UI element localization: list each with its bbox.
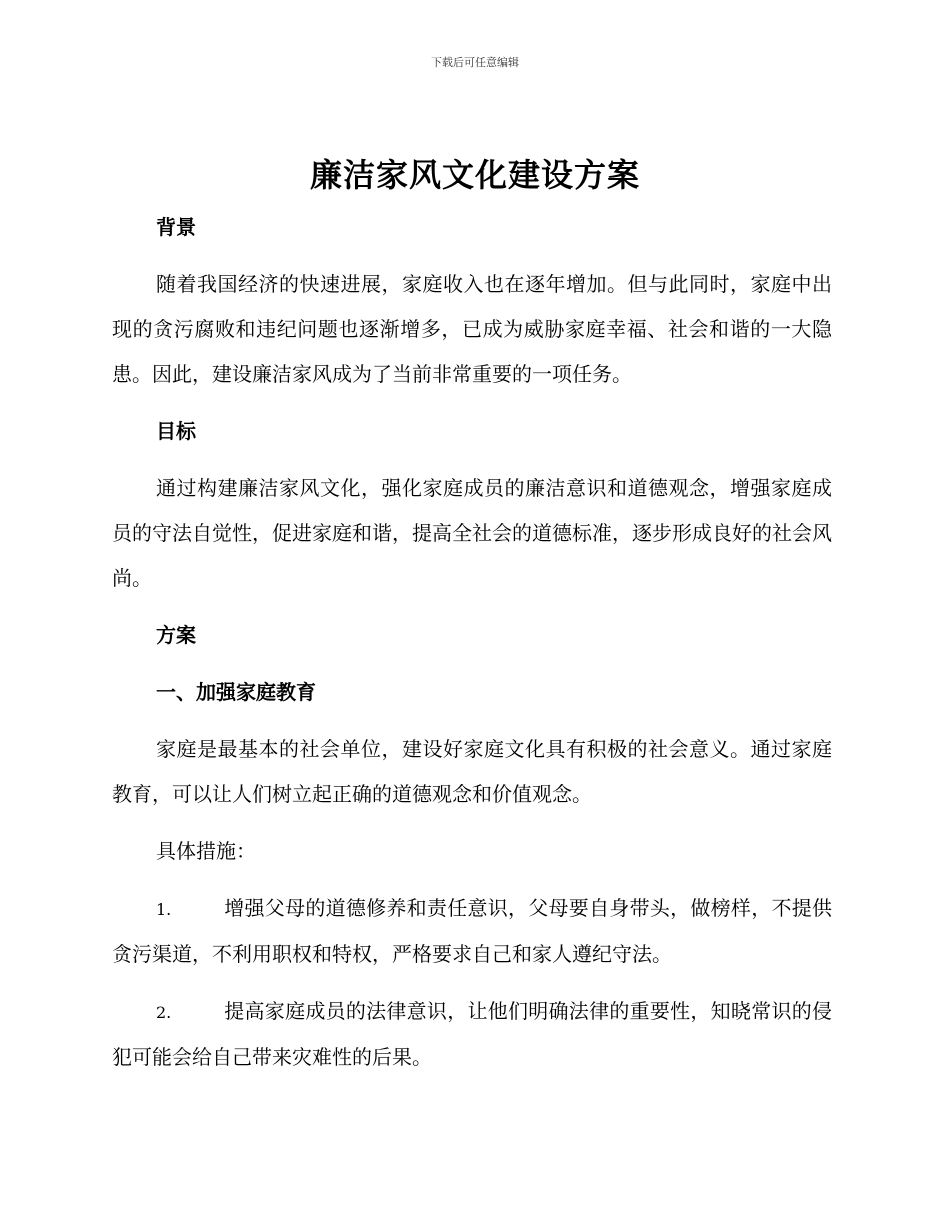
goal-paragraph: 通过构建廉洁家风文化，强化家庭成员的廉洁意识和道德观念，增强家庭成员的守法自觉性，促进家庭和谐，提高全社会的道德标准，逐步形成良好的社会风尚。	[112, 476, 832, 590]
subsection-heading-family-education: 一、加强家庭教育	[156, 680, 316, 704]
document-body	[112, 205, 832, 1092]
document-title: 廉洁家风文化建设方案	[309, 156, 640, 194]
header-note: 下载后可任意编辑	[431, 56, 519, 69]
list-item-number: 2.	[156, 1003, 172, 1022]
list-item	[112, 886, 832, 977]
list-item-text: 增强父母的道德修养和责任意识，父母要自身带头，做榜样，不提供贪污渠道，不利用职权和特权，严格要求自己和家人遵纪守法。	[112, 896, 832, 966]
section-heading-goal: 目标	[156, 419, 196, 443]
list-item-number: 1.	[156, 900, 172, 919]
background-paragraph: 随着我国经济的快速进展，家庭收入也在逐年增加。但与此同时，家庭中出现的贪污腐败和违纪问题也逐渐增多，已成为威胁家庭幸福、社会和谐的一大隐患。因此，建设廉洁家风成为了当前非常重要的一项任务。	[112, 272, 832, 386]
section-heading-background: 背景	[156, 215, 196, 239]
measures-label: 具体措施：	[156, 839, 256, 863]
list-item	[112, 989, 832, 1080]
family-education-paragraph: 家庭是最基本的社会单位，建设好家庭文化具有积极的社会意义。通过家庭教育，可以让人们树立起正确的道德观念和价值观念。	[112, 737, 832, 806]
section-heading-plan: 方案	[156, 623, 196, 647]
list-item-text: 提高家庭成员的法律意识，让他们明确法律的重要性，知晓常识的侵犯可能会给自己带来灾难性的后果。	[112, 999, 832, 1069]
